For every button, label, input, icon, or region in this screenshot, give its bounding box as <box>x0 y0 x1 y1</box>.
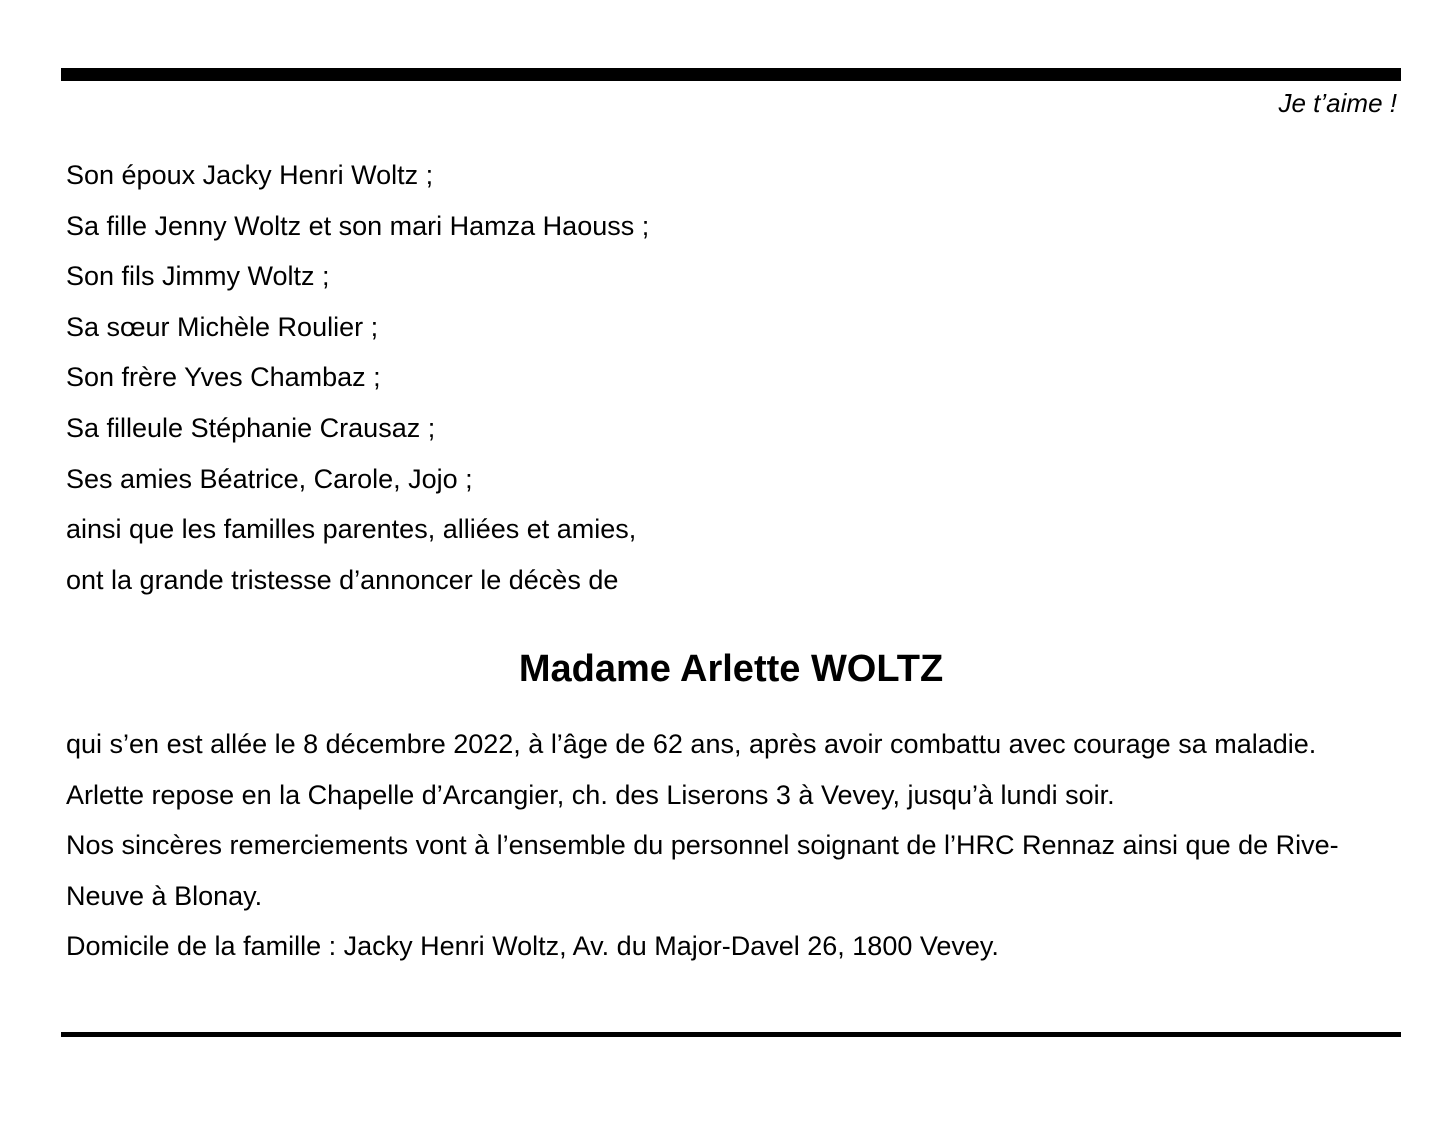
family-line: Son frère Yves Chambaz ; <box>66 362 381 393</box>
paragraph: Nos sincères remerciements vont à l’ensemble du personnel soignant de l’HRC Rennaz ainsi que de Rive-Neuve à Blonay. <box>66 830 1339 911</box>
family-line: Son époux Jacky Henri Woltz ; <box>66 160 434 190</box>
paragraph: qui s’en est allée le 8 décembre 2022, à l’âge de 62 ans, après avoir combattu avec courage sa maladie. <box>66 729 1317 759</box>
deceased-name: Madame Arlette WOLTZ <box>518 648 944 690</box>
family-line: Son fils Jimmy Woltz ; <box>66 261 330 292</box>
family-line: Sa sœur Michèle Roulier ; <box>66 311 379 342</box>
family-line: Sa filleule Stéphanie Crausaz ; <box>66 412 436 443</box>
motto: Je t’aime ! <box>1278 88 1397 118</box>
family-list <box>66 150 649 605</box>
family-line: ont la grande tristesse d’annoncer le décès de <box>66 564 619 595</box>
paragraph: Domicile de la famille : Jacky Henri Woltz, Av. du Major-Davel 26, 1800 Vevey. <box>66 931 999 962</box>
family-line: Sa fille Jenny Woltz et son mari Hamza Haouss ; <box>66 210 650 241</box>
family-line: ainsi que les familles parentes, alliées et amies, <box>66 514 637 545</box>
announcement-body <box>66 719 1406 972</box>
top-rule <box>61 68 1401 81</box>
bottom-rule <box>61 1032 1401 1037</box>
paragraph: Arlette repose en la Chapelle d’Arcangier, ch. des Liserons 3 à Vevey, jusqu’à lundi soir. <box>66 779 1115 810</box>
family-line: Ses amies Béatrice, Carole, Jojo ; <box>66 463 473 494</box>
